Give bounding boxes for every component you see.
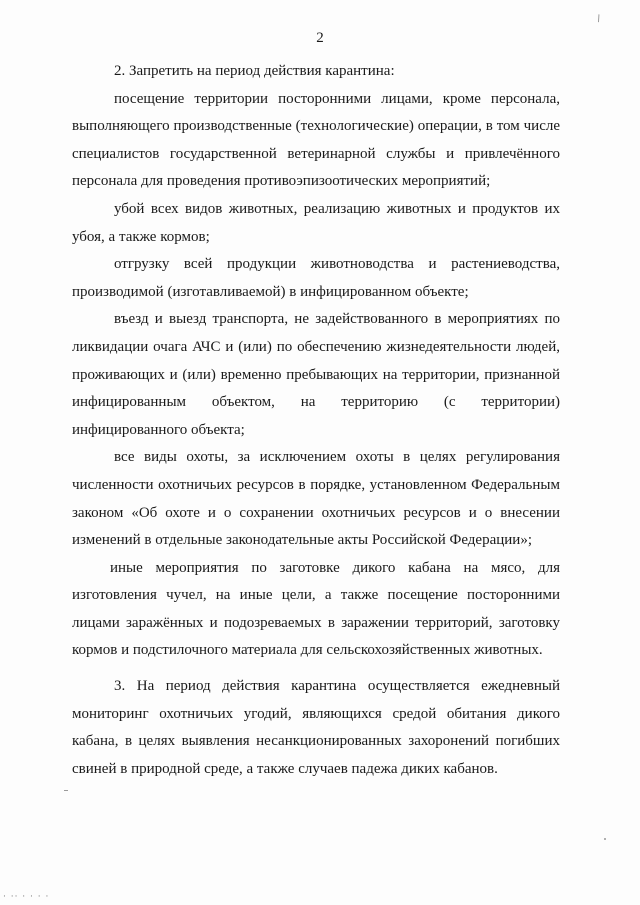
scan-artifact-top-right: \ <box>595 13 602 25</box>
paragraph-ban-visits: посещение территории посторонними лицами, кроме персонала, выполняющего производственные (технологические) операции, в том числе специалистов государственной ветеринарной службы и привлечённого персонала для проведения противоэпизоотических мероприятий; <box>72 90 560 190</box>
paragraph-ban-other-activities: иные мероприятия по заготовке дикого кабана на мясо, для изготовления чучел, на иные цели, а также посещение посторонними лицами заражённых и подозреваемых в заражении территорий, заготовку кормов и подстилочного материала для сельскохозяйственных животных. <box>72 559 560 659</box>
scan-speck-left <box>64 790 68 791</box>
scan-artifact-bottom-left: · ·· · · · · <box>3 892 50 902</box>
document-body <box>72 58 560 783</box>
paragraph-ban-hunting: все виды охоты, за исключением охоты в целях регулирования численности охотничьих ресурсов в порядке, установленном Федеральным законом «Об охоте и о сохранении охотничьих ресурсов и о внесении изменений в отдельные законодательные акты Российской Федерации»; <box>72 449 560 549</box>
paragraph-2-heading: 2. Запретить на период действия карантина: <box>114 63 395 79</box>
paragraph-ban-shipment: отгрузку всей продукции животноводства и растениеводства, производимой (изготавливаемой) в инфицированном объекте; <box>72 256 560 300</box>
paragraph-ban-slaughter: убой всех видов животных, реализацию животных и продуктов их убоя, а также кормов; <box>72 200 560 245</box>
page-number: 2 <box>316 30 324 46</box>
paragraph-3-monitoring: 3. На период действия карантина осуществляется ежедневный мониторинг охотничьих угодий, являющихся средой обитания дикого кабана, в целях выявления несанкционированных захоронений погибших свиней в природной среде, а также случаев падежа диких кабанов. <box>72 678 560 777</box>
scan-speck-right <box>604 838 606 840</box>
paragraph-ban-transport: въезд и выезд транспорта, не задействованного в мероприятиях по ликвидации очага АЧС и (или) по обеспечению жизнедеятельности людей, проживающих и (или) временно пребывающих на территории, признанной инфицированным объектом, на территорию (с территории) инфицированного объекта; <box>72 311 560 438</box>
paragraph-spacer <box>72 665 560 673</box>
